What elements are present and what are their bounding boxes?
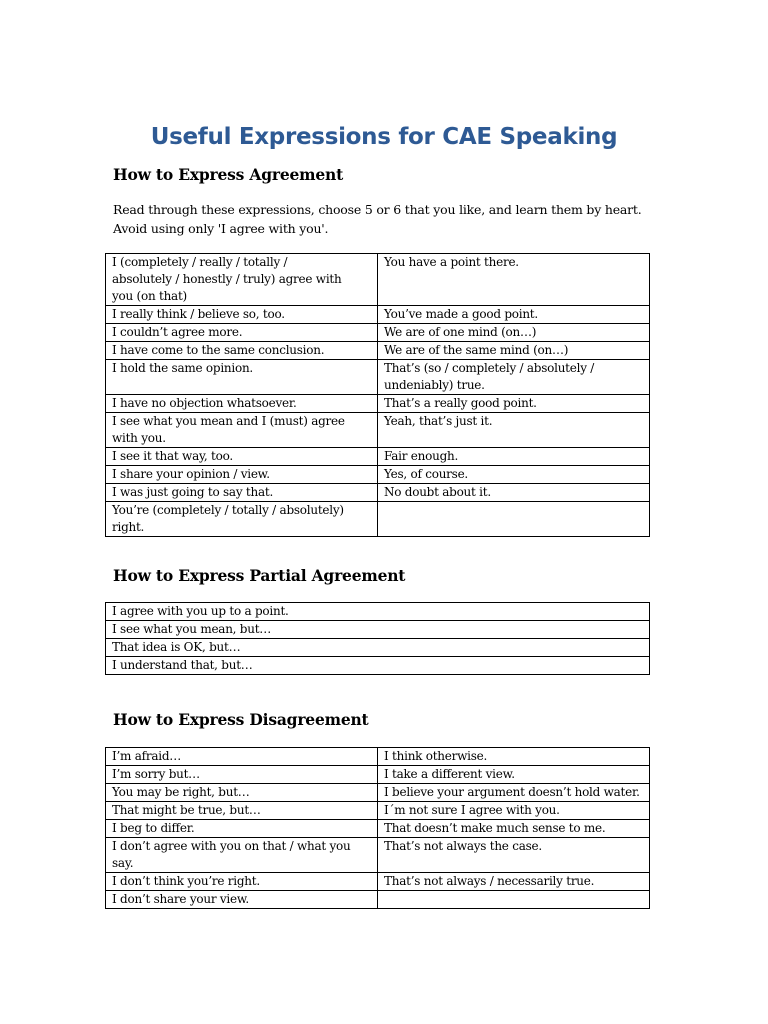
agreement-cell: I really think / believe so, too. — [106, 306, 378, 324]
disagreement-cell: That’s not always the case. — [378, 838, 650, 873]
disagreement-cell: I believe your argument doesn’t hold water. — [378, 784, 650, 802]
disagreement-cell: That doesn’t make much sense to me. — [378, 820, 650, 838]
agreement-row — [106, 448, 650, 466]
agreement-row — [106, 466, 650, 484]
agreement-cell: Fair enough. — [378, 448, 650, 466]
disagreement-row — [106, 748, 650, 766]
disagreement-row — [106, 820, 650, 838]
partial-agreement-cell: That idea is OK, but… — [106, 639, 650, 657]
agreement-row — [106, 342, 650, 360]
disagreement-row — [106, 784, 650, 802]
agreement-row — [106, 502, 650, 537]
agreement-cell: We are of one mind (on…) — [378, 324, 650, 342]
agreement-row — [106, 413, 650, 448]
disagreement-cell: I beg to differ. — [106, 820, 378, 838]
disagreement-cell: I don’t share your view. — [106, 891, 378, 909]
agreement-row — [106, 395, 650, 413]
agreement-cell: I (completely / really / totally / absolutely / honestly / truly) agree with you (on that) — [106, 254, 378, 306]
agreement-cell: We are of the same mind (on…) — [378, 342, 650, 360]
disagreement-cell: That might be true, but… — [106, 802, 378, 820]
disagreement-heading: How to Express Disagreement — [113, 710, 369, 729]
agreement-cell: Yes, of course. — [378, 466, 650, 484]
partial-agreement-table — [105, 602, 650, 675]
agreement-heading: How to Express Agreement — [113, 165, 344, 184]
disagreement-row — [106, 766, 650, 784]
partial-agreement-cell: I understand that, but… — [106, 657, 650, 675]
agreement-row — [106, 306, 650, 324]
partial-agreement-heading: How to Express Partial Agreement — [113, 566, 406, 585]
agreement-cell: Yeah, that’s just it. — [378, 413, 650, 448]
disagreement-cell: I take a different view. — [378, 766, 650, 784]
agreement-cell: I see it that way, too. — [106, 448, 378, 466]
agreement-cell: I share your opinion / view. — [106, 466, 378, 484]
agreement-cell: I was just going to say that. — [106, 484, 378, 502]
partial-agreement-row — [106, 657, 650, 675]
partial-agreement-row — [106, 621, 650, 639]
disagreement-cell: I don’t agree with you on that / what you say. — [106, 838, 378, 873]
agreement-cell: That’s (so / completely / absolutely / undeniably) true. — [378, 360, 650, 395]
disagreement-cell — [378, 891, 650, 909]
disagreement-cell: You may be right, but… — [106, 784, 378, 802]
disagreement-row — [106, 873, 650, 891]
agreement-cell: I hold the same opinion. — [106, 360, 378, 395]
page-title: Useful Expressions for CAE Speaking — [150, 124, 618, 150]
agreement-row — [106, 360, 650, 395]
partial-agreement-row — [106, 603, 650, 621]
agreement-row — [106, 484, 650, 502]
agreement-cell: I have no objection whatsoever. — [106, 395, 378, 413]
agreement-table — [105, 253, 650, 537]
partial-agreement-row — [106, 639, 650, 657]
disagreement-cell: I don’t think you’re right. — [106, 873, 378, 891]
agreement-intro: Read through these expressions, choose 5 or 6 that you like, and learn them by heart. Avoid using only 'I agree with you'. — [113, 202, 642, 236]
agreement-row — [106, 324, 650, 342]
disagreement-cell: I’m afraid… — [106, 748, 378, 766]
disagreement-table — [105, 747, 650, 909]
partial-agreement-cell: I see what you mean, but… — [106, 621, 650, 639]
agreement-cell: You have a point there. — [378, 254, 650, 306]
agreement-cell: That’s a really good point. — [378, 395, 650, 413]
disagreement-cell: I’m sorry but… — [106, 766, 378, 784]
disagreement-cell: That’s not always / necessarily true. — [378, 873, 650, 891]
disagreement-cell: I´m not sure I agree with you. — [378, 802, 650, 820]
disagreement-row — [106, 838, 650, 873]
agreement-cell: I have come to the same conclusion. — [106, 342, 378, 360]
agreement-cell — [378, 502, 650, 537]
agreement-cell: I couldn’t agree more. — [106, 324, 378, 342]
disagreement-cell: I think otherwise. — [378, 748, 650, 766]
disagreement-row — [106, 891, 650, 909]
partial-agreement-cell: I agree with you up to a point. — [106, 603, 650, 621]
agreement-cell: No doubt about it. — [378, 484, 650, 502]
agreement-row — [106, 254, 650, 306]
agreement-cell: You’re (completely / totally / absolutely) right. — [106, 502, 378, 537]
agreement-cell: You’ve made a good point. — [378, 306, 650, 324]
disagreement-row — [106, 802, 650, 820]
agreement-cell: I see what you mean and I (must) agree with you. — [106, 413, 378, 448]
